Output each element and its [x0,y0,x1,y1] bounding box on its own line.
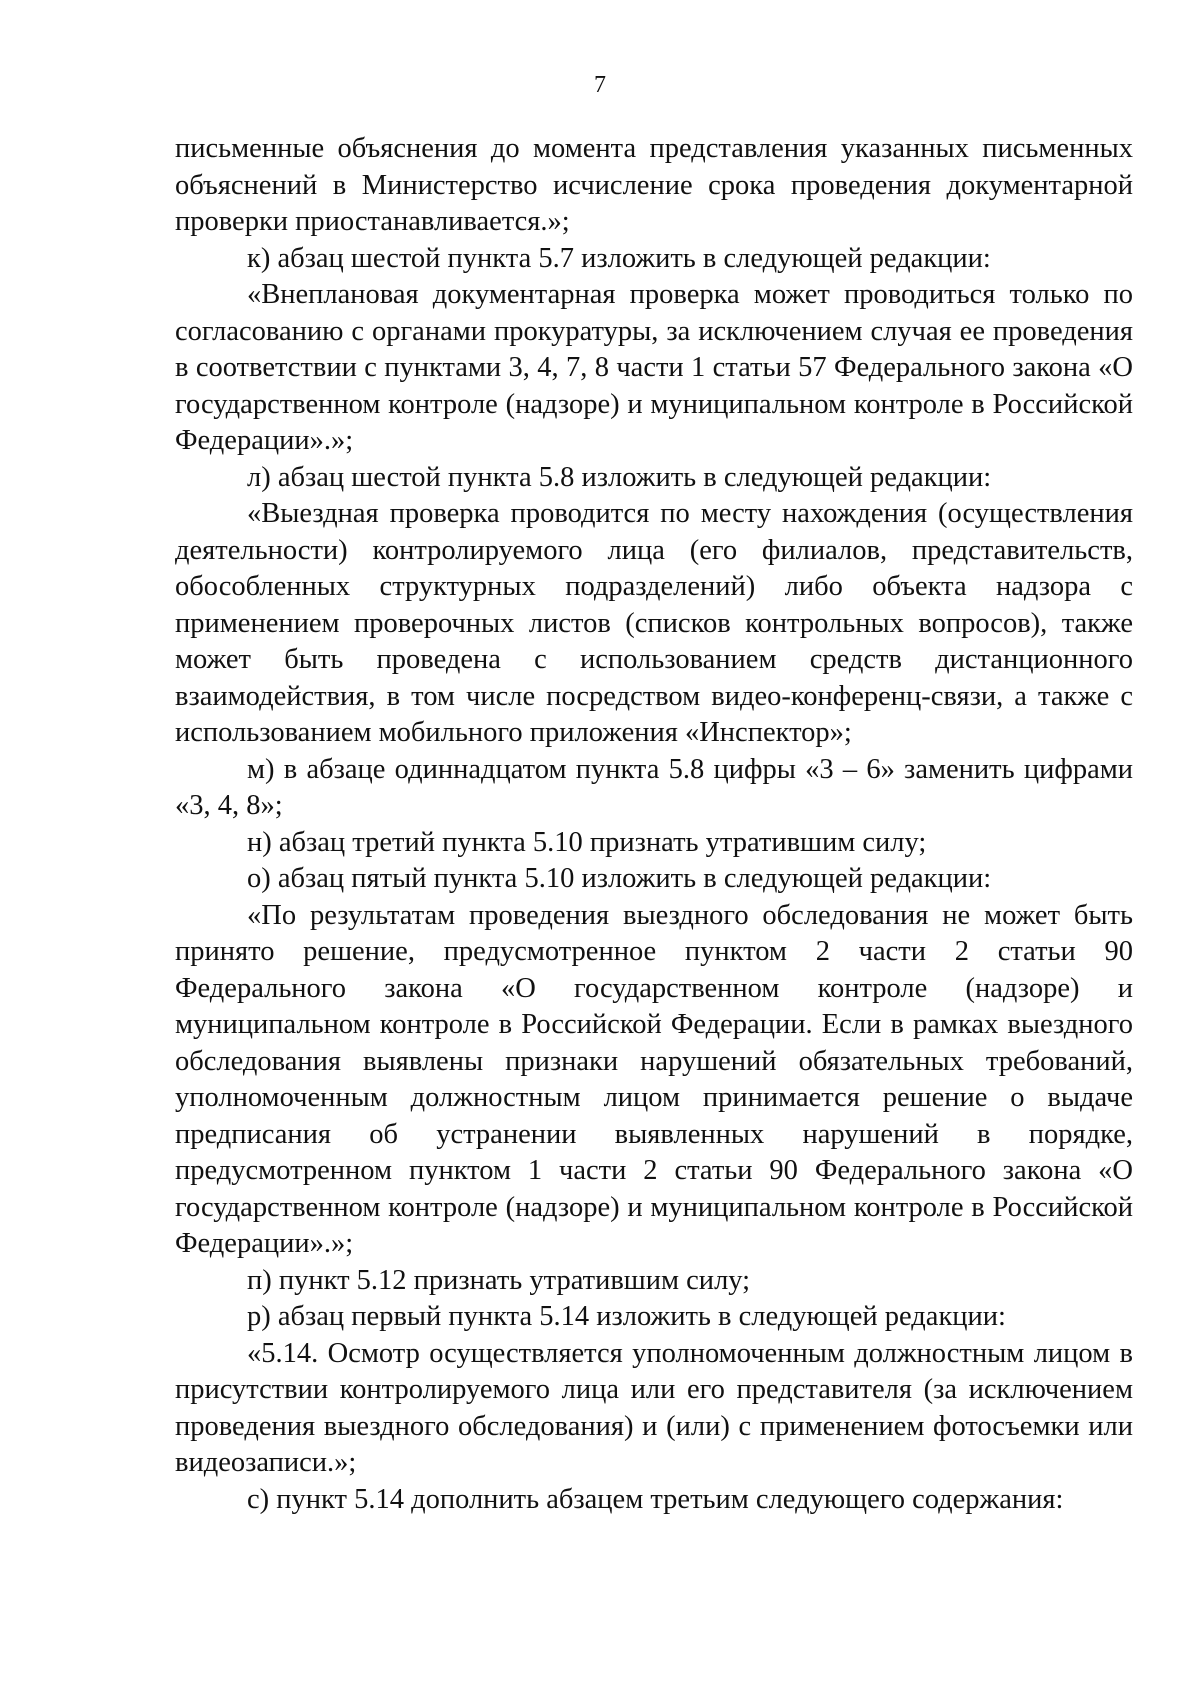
paragraph-item-l: л) абзац шестой пункта 5.8 изложить в следующей редакции: [247,461,992,493]
paragraph-quote-onsite-survey: «По результатам проведения выездного обследования не может быть принято решение, предусмотренное пунктом 2 части 2 статьи 90 Федерального закона «О государственном контроле (надзоре) и муниципальном контроле в Российской Федерации. Если в рамках выездного обследования выявлены признаки нарушений обязательных требований, уполномоченным должностным лицом принимается решение о выдаче предписания об устранении выявленных нарушений в порядке, предусмотренном пунктом 1 части 2 статьи 90 Федерального закона «О государственном контроле (надзоре) и муниципальном контроле в Российской Федерации».»; [175,899,1133,1259]
page-number: 7 [594,72,606,98]
document-body [175,131,1133,1518]
paragraph-item-k: к) абзац шестой пункта 5.7 изложить в следующей редакции: [247,242,991,274]
paragraph-quote-unplanned-inspection: «Внеплановая документарная проверка может проводиться только по согласованию с органами прокуратуры, за исключением случая ее проведения в соответствии с пунктами 3, 4, 7, 8 части 1 статьи 57 Федерального закона «О государственном контроле (надзоре) и муниципальном контроле в Российской Федерации».»; [175,279,1133,456]
paragraph-item-n: н) абзац третий пункта 5.10 признать утратившим силу; [247,826,927,858]
paragraph-quote-onsite-inspection: «Выездная проверка проводится по месту нахождения (осуществления деятельности) контролируемого лица (его филиалов, представительств, обособленных структурных подразделений) либо объекта надзора с применением проверочных листов (списков контрольных вопросов), также может быть проведена с использованием средств дистанционного взаимодействия, в том числе посредством видео-конференц-связи, а также с использованием мобильного приложения «Инспектор»; [175,498,1133,748]
paragraph-item-p: п) пункт 5.12 признать утратившим силу; [247,1264,751,1296]
paragraph-item-s: с) пункт 5.14 дополнить абзацем третьим следующего содержания: [247,1483,1064,1515]
paragraph-item-o: о) абзац пятый пункта 5.10 изложить в следующей редакции: [247,863,992,894]
paragraph-quote-examination: «5.14. Осмотр осуществляется уполномоченным должностным лицом в присутствии контролируемого лица или его представителя (за исключением проведения выездного обследования) и (или) с применением фотосъемки или видеозаписи.»; [175,1337,1133,1478]
paragraph-item-m: м) в абзаце одиннадцатом пункта 5.8 цифры «3 – 6» заменить цифрами «3, 4, 8»; [175,753,1133,821]
paragraph-item-r: р) абзац первый пункта 5.14 изложить в следующей редакции: [247,1301,1006,1332]
paragraph-continuation: письменные объяснения до момента представления указанных письменных объяснений в Министерство исчисление срока проведения документарной проверки приостанавливается.»; [175,133,1133,237]
